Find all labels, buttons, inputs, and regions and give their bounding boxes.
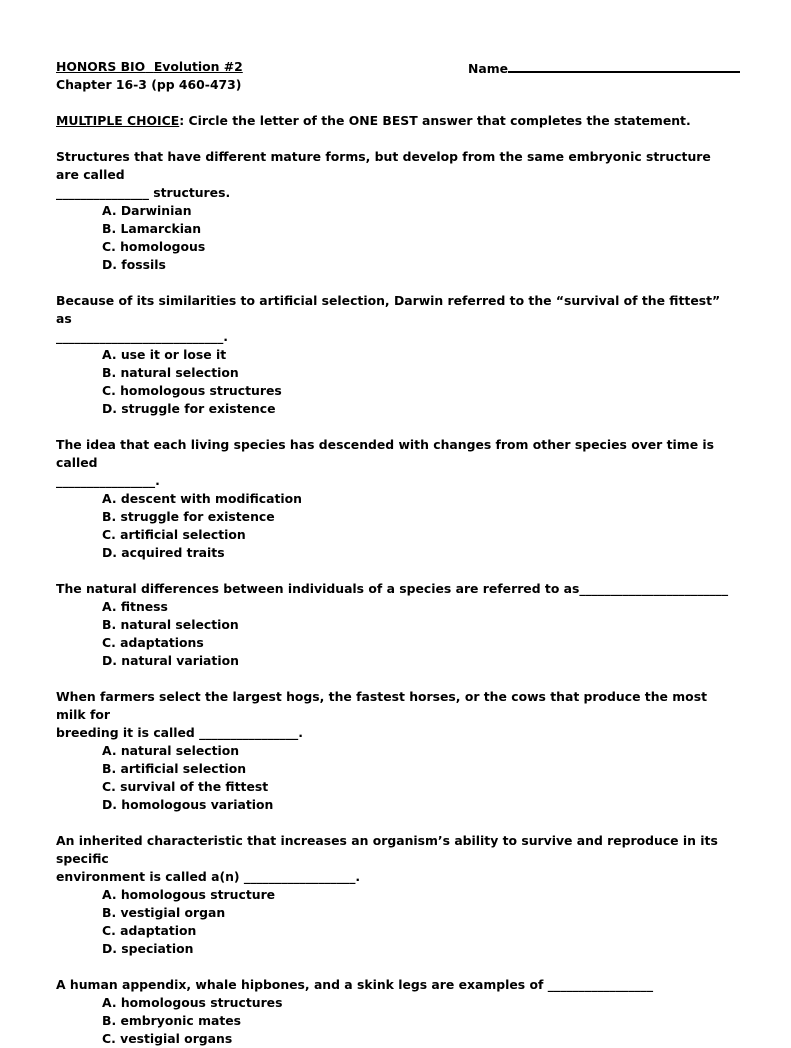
question-item — [56, 688, 736, 814]
answer-options — [56, 994, 736, 1048]
answer-option[interactable]: D. natural variation — [102, 653, 239, 668]
answer-option[interactable]: D. struggle for existence — [102, 401, 276, 416]
question-text: Structures that have different mature forms, but develop from the same embryonic structure are called _______________ structures. — [56, 149, 711, 200]
answer-option[interactable]: B. natural selection — [102, 617, 239, 632]
answer-option[interactable]: B. embryonic mates — [102, 1013, 242, 1028]
answer-option[interactable]: B. struggle for existence — [102, 509, 275, 524]
answer-option[interactable]: B. vestigial organ — [102, 905, 226, 920]
course-label: HONORS BIO — [56, 59, 146, 74]
answer-option[interactable]: A. descent with modification — [102, 491, 302, 506]
question-item — [56, 580, 736, 670]
worksheet-page — [56, 58, 736, 1048]
answer-option[interactable]: C. artificial selection — [102, 527, 246, 542]
answer-option[interactable]: A. fitness — [102, 599, 168, 614]
answer-options — [56, 742, 736, 814]
answer-option[interactable]: D. speciation — [102, 941, 194, 956]
instructions-text: : Circle the letter of the ONE BEST answer that completes the statement. — [179, 113, 691, 128]
chapter-reference: Chapter 16-3 (pp 460-473) — [56, 77, 242, 92]
question-text: Because of its similarities to artificial selection, Darwin referred to the “survival of the fittest” as ___________________________. — [56, 293, 721, 344]
answer-option[interactable]: A. natural selection — [102, 743, 240, 758]
answer-option[interactable]: D. homologous variation — [102, 797, 274, 812]
answer-option[interactable]: D. acquired traits — [102, 545, 225, 560]
question-text: The idea that each living species has descended with changes from other species over time is called ________________. — [56, 437, 715, 488]
answer-option[interactable]: C. survival of the fittest — [102, 779, 269, 794]
instructions-label: MULTIPLE CHOICE — [56, 113, 180, 128]
answer-option[interactable]: A. Darwinian — [102, 203, 192, 218]
answer-options — [56, 490, 736, 562]
course-title — [56, 58, 243, 76]
answer-options — [56, 598, 736, 670]
answer-option[interactable]: B. natural selection — [102, 365, 239, 380]
answer-option[interactable]: C. homologous — [102, 239, 206, 254]
answer-option[interactable]: A. homologous structures — [102, 995, 283, 1010]
answer-options — [56, 202, 736, 274]
answer-option[interactable]: B. artificial selection — [102, 761, 247, 776]
name-blank-line[interactable] — [508, 58, 740, 73]
answer-option[interactable]: A. use it or lose it — [102, 347, 227, 362]
answer-option[interactable]: A. homologous structure — [102, 887, 276, 902]
instructions — [56, 112, 736, 130]
question-text: A human appendix, whale hipbones, and a skink legs are examples of _________________ — [56, 977, 654, 992]
answer-option[interactable]: C. adaptations — [102, 635, 204, 650]
question-item — [56, 436, 736, 562]
question-item — [56, 148, 736, 274]
worksheet-header — [56, 58, 736, 76]
question-text: The natural differences between individuals of a species are referred to as________________________ — [56, 581, 729, 596]
unit-label: Evolution #2 — [153, 59, 243, 74]
answer-option[interactable]: C. vestigial organs — [102, 1031, 233, 1046]
answer-option[interactable]: C. homologous structures — [102, 383, 282, 398]
question-item — [56, 292, 736, 418]
question-text: When farmers select the largest hogs, the fastest horses, or the cows that produce the most milk for breeding it is called ________________. — [56, 689, 707, 740]
question-item — [56, 832, 736, 958]
answer-options — [56, 346, 736, 418]
question-item — [56, 976, 736, 1048]
answer-option[interactable]: B. Lamarckian — [102, 221, 202, 236]
answer-option[interactable]: C. adaptation — [102, 923, 197, 938]
question-list — [56, 148, 736, 1048]
question-text: An inherited characteristic that increases an organism’s ability to survive and reproduce in its specific environment is called a(n) __________________. — [56, 833, 718, 884]
answer-option[interactable]: D. fossils — [102, 257, 166, 272]
answer-options — [56, 886, 736, 958]
name-label: Name — [468, 61, 509, 76]
name-field[interactable] — [468, 58, 736, 76]
